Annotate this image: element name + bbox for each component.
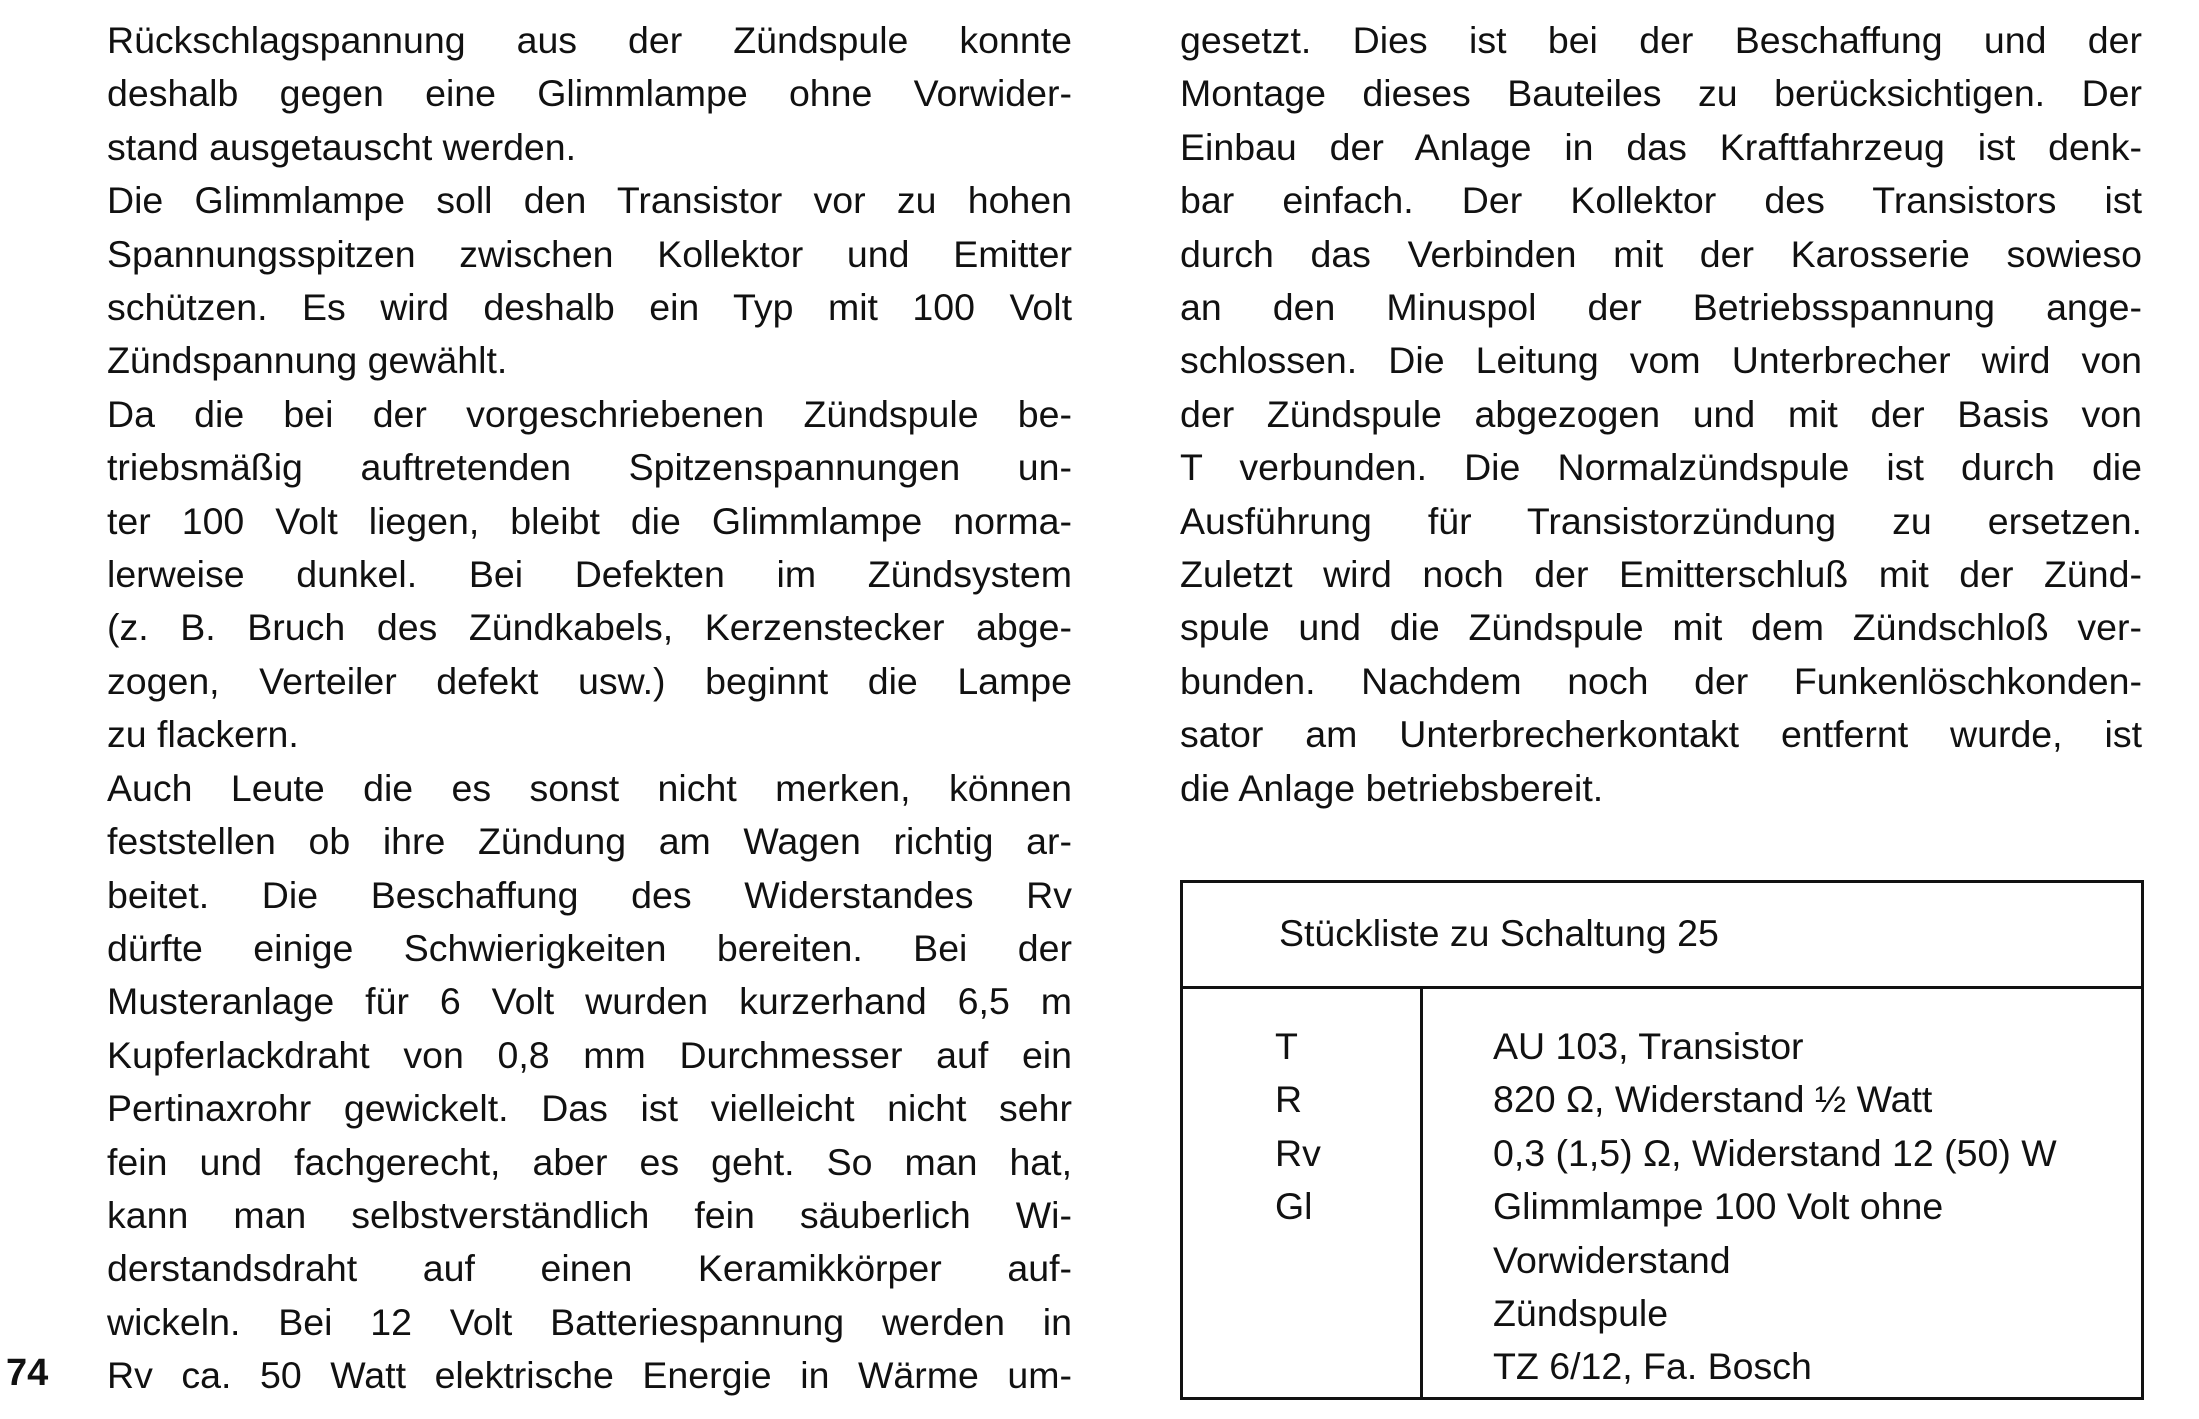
text-line: Spannungsspitzen zwischen Kollektor und Emitter [107, 232, 1072, 275]
left-text-column [107, 14, 1072, 1403]
text-line: Da die bei der vorgeschriebenen Zündspule be- [107, 392, 1072, 435]
text-line: Zündspannung gewählt. [107, 339, 508, 382]
text-line: stand ausgetauscht werden. [107, 125, 577, 168]
part-description: 0,3 (1,5) Ω, Widerstand 12 (50) W [1493, 1131, 2057, 1174]
text-line: triebsmäßig auftretenden Spitzenspannungen un- [107, 446, 1072, 489]
text-line: kann man selbstverständlich fein säuberlich Wi- [107, 1193, 1072, 1236]
parts-codes-column [1275, 1020, 1321, 1234]
text-line: T verbunden. Die Normalzündspule ist durch die [1180, 446, 2142, 489]
text-line: an den Minuspol der Betriebsspannung ange- [1180, 286, 2142, 329]
part-description: Vorwiderstand [1493, 1238, 1731, 1281]
parts-descriptions-column [1493, 1020, 2057, 1394]
text-line: zogen, Verteiler defekt usw.) beginnt die Lampe [107, 659, 1072, 702]
text-line: Musteranlage für 6 Volt wurden kurzerhand 6,5 m [107, 980, 1072, 1023]
parts-list-table [1180, 880, 2144, 1400]
part-description: Zündspule [1493, 1292, 1669, 1335]
text-line: spule und die Zündspule mit dem Zündschloß ver- [1180, 606, 2142, 649]
text-line: Pertinaxrohr gewickelt. Das ist vielleicht nicht sehr [107, 1087, 1072, 1130]
part-description: Glimmlampe 100 Volt ohne [1493, 1185, 1944, 1228]
text-line: lerweise dunkel. Bei Defekten im Zündsystem [107, 553, 1072, 596]
text-line: zu flackern. [107, 713, 299, 756]
text-line: Zuletzt wird noch der Emitterschluß mit der Zünd- [1180, 553, 2142, 596]
text-line: Einbau der Anlage in das Kraftfahrzeug ist denk- [1180, 125, 2142, 168]
text-line: fein und fachgerecht, aber es geht. So man hat, [107, 1140, 1072, 1183]
text-line: Auch Leute die es sonst nicht merken, können [107, 766, 1072, 809]
text-line: feststellen ob ihre Zündung am Wagen richtig ar- [107, 820, 1072, 863]
text-line: derstandsdraht auf einen Keramikkörper auf- [107, 1247, 1072, 1290]
page-number: 74 [6, 1352, 49, 1394]
text-line: (z. B. Bruch des Zündkabels, Kerzenstecker abge- [107, 606, 1072, 649]
part-code: R [1275, 1078, 1303, 1121]
parts-list-header [1183, 883, 2141, 989]
text-line: durch das Verbinden mit der Karosserie sowieso [1180, 232, 2142, 275]
text-line: ter 100 Volt liegen, bleibt die Glimmlampe norma- [107, 499, 1072, 542]
part-code: Rv [1275, 1131, 1321, 1174]
right-text-column [1180, 14, 2142, 815]
text-line: Kupferlackdraht von 0,8 mm Durchmesser auf ein [107, 1033, 1072, 1076]
text-line: Rückschlagspannung aus der Zündspule konnte [107, 19, 1072, 61]
text-line: deshalb gegen eine Glimmlampe ohne Vorwider- [107, 72, 1072, 115]
text-line: Rv ca. 50 Watt elektrische Energie in Wärme um- [107, 1354, 1072, 1397]
text-line: sator am Unterbrecherkontakt entfernt wurde, ist [1180, 713, 2142, 756]
text-line: beitet. Die Beschaffung des Widerstandes Rv [107, 873, 1072, 916]
parts-list-title: Stückliste zu Schaltung 25 [1279, 912, 1719, 954]
text-line: der Zündspule abgezogen und mit der Basis von [1180, 392, 2142, 435]
text-line: Montage dieses Bauteiles zu berücksichtigen. Der [1180, 72, 2142, 115]
text-line: bunden. Nachdem noch der Funkenlöschkonden- [1180, 659, 2142, 702]
text-line: bar einfach. Der Kollektor des Transistors ist [1180, 179, 2142, 222]
text-line: die Anlage betriebsbereit. [1180, 766, 1604, 809]
text-line: dürfte einige Schwierigkeiten bereiten. Bei der [107, 926, 1072, 969]
text-line: Ausführung für Transistorzündung zu ersetzen. [1180, 499, 2142, 542]
text-line: gesetzt. Dies ist bei der Beschaffung und der [1180, 19, 2142, 61]
text-line: Die Glimmlampe soll den Transistor vor zu hohen [107, 179, 1072, 222]
part-code: Gl [1275, 1185, 1313, 1228]
part-description: AU 103, Transistor [1493, 1025, 1804, 1067]
text-line: wickeln. Bei 12 Volt Batteriespannung werden in [107, 1300, 1072, 1343]
table-column-divider [1420, 986, 1423, 1397]
text-line: schlossen. Die Leitung vom Unterbrecher wird von [1180, 339, 2142, 382]
part-description: TZ 6/12, Fa. Bosch [1493, 1345, 1812, 1388]
part-code: T [1275, 1025, 1298, 1067]
part-description: 820 Ω, Widerstand ½ Watt [1493, 1078, 1933, 1121]
text-line: schützen. Es wird deshalb ein Typ mit 100 Volt [107, 286, 1072, 329]
